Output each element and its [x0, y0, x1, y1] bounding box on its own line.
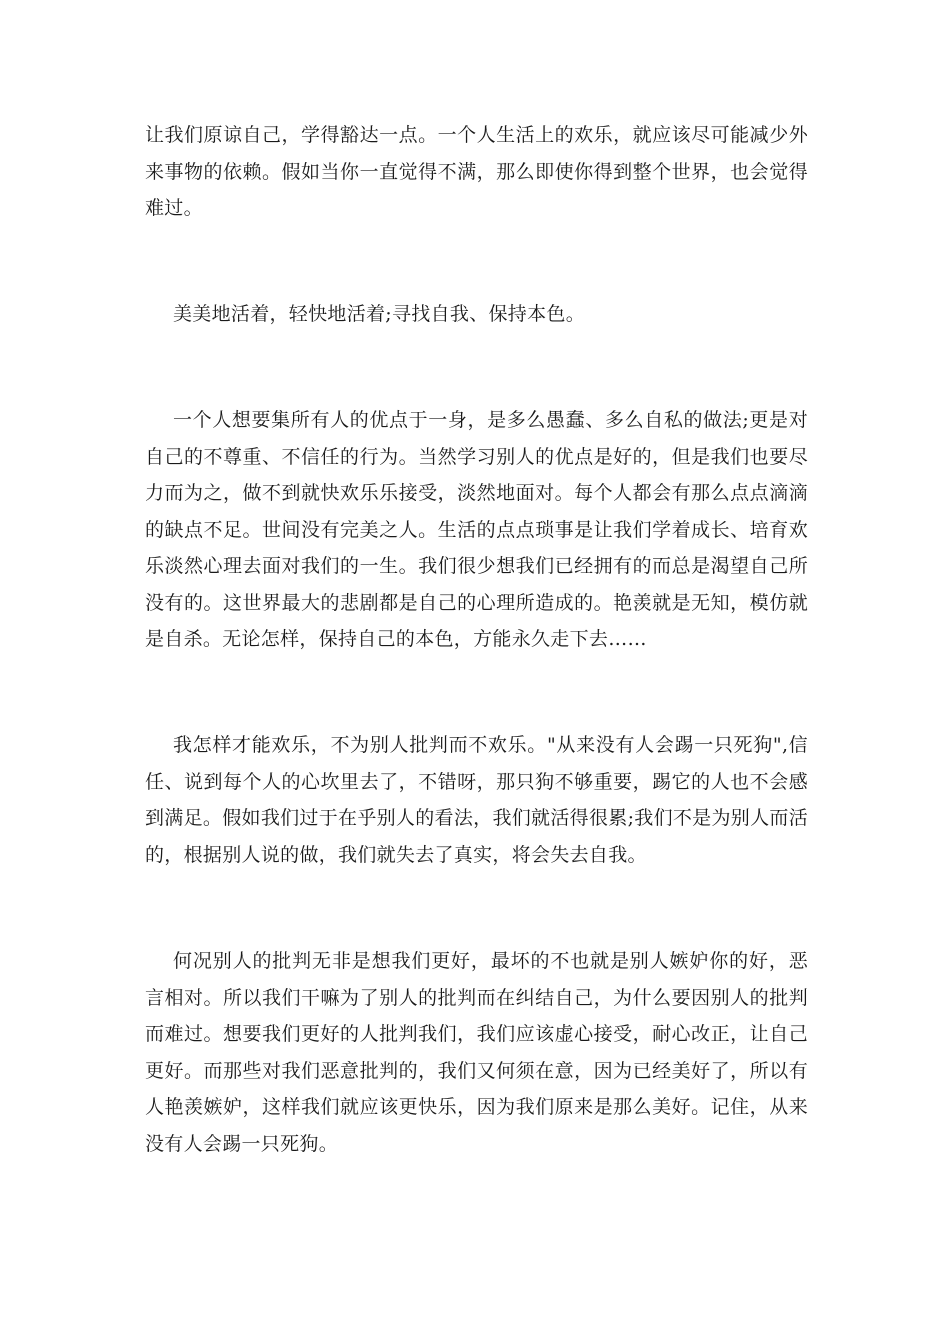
paragraph-5: 何况别人的批判无非是想我们更好，最坏的不也就是别人嫉妒你的好，恶言相对。所以我们干嘛为了别人的批判而在纠结自己，为什么要因别人的批判而难过。想要我们更好的人批判我们，我们应该虚心接受，耐心改正，让自己更好。而那些对我们恶意批判的，我们又何须在意，因为已经美好了，所以有人艳羡嫉妒，这样我们就应该更快乐，因为我们原来是那么美好。记住，从来没有人会踢一只死狗。: [145, 950, 808, 1155]
paragraph-2: 美美地活着，轻快地活着;寻找自我、保持本色。: [173, 303, 586, 325]
paragraph-4: 我怎样才能欢乐，不为别人批判而不欢乐。"从来没有人会踢一只死狗",信任、说到每个人的心坎里去了，不错呀，那只狗不够重要，踢它的人也不会感到满足。假如我们过于在乎别人的看法，我们就活得很累;我们不是为别人而活的，根据别人说的做，我们就失去了真实，将会失去自我。: [145, 734, 808, 866]
paragraph-3: 一个人想要集所有人的优点于一身，是多么愚蠢、多么自私的做法;更是对自己的不尊重、不信任的行为。当然学习别人的优点是好的，但是我们也要尽力而为之，做不到就快欢乐乐接受，淡然地面对。每个人都会有那么点点滴滴的缺点不足。世间没有完美之人。生活的点点琐事是让我们学着成长、培育欢乐淡然心理去面对我们的一生。我们很少想我们已经拥有的而总是渴望自己所没有的。这世界最大的悲剧都是自己的心理所造成的。艳羡就是无知，模仿就是自杀。无论怎样，保持自己的本色，方能永久走下去……: [145, 409, 808, 650]
paragraph-1: 让我们原谅自己，学得豁达一点。一个人生活上的欢乐，就应该尽可能减少外来事物的依赖。假如当你一直觉得不满，那么即使你得到整个世界，也会觉得难过。: [145, 124, 808, 219]
